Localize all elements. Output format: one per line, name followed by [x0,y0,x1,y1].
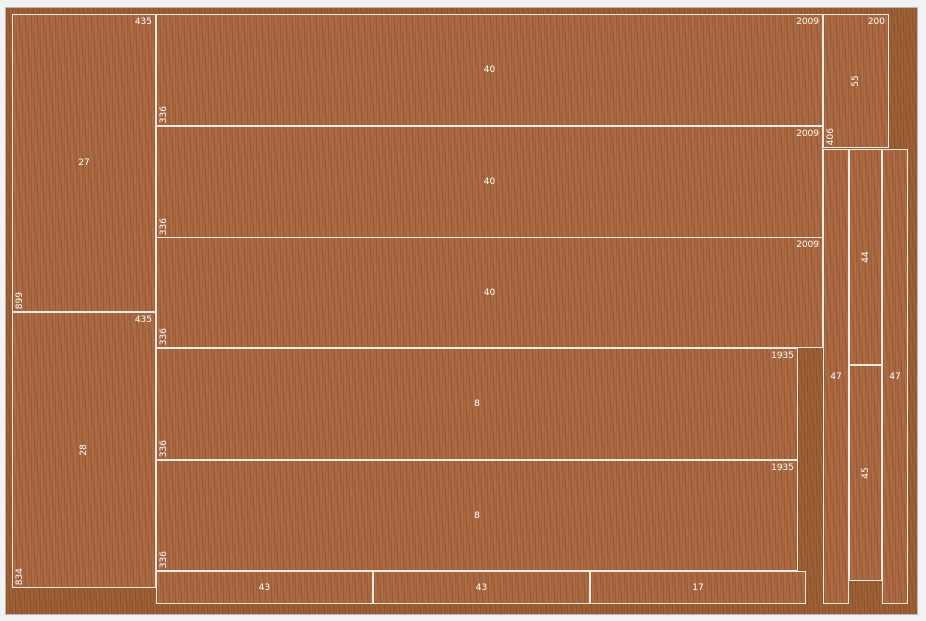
panel-55[interactable] [823,14,889,148]
panel-label: 44 [860,251,871,263]
panel-8[interactable] [156,460,798,571]
panel-label: 27 [78,158,90,168]
panel-width: 435 [134,17,152,27]
panel-40[interactable] [156,14,823,126]
panel-label: 40 [483,177,496,187]
panel-label: 8 [474,399,480,409]
panel-47[interactable] [823,149,849,604]
panel-label: 43 [475,582,488,593]
panel-height: 336 [159,105,169,123]
panel-height: 834 [15,567,25,585]
panel-8[interactable] [156,348,798,460]
panel-43[interactable] [373,571,590,604]
panel-height: 336 [159,550,169,568]
panel-label: 40 [483,287,496,298]
panel-label: 47 [889,371,901,382]
panel-label: 45 [860,467,871,479]
panel-17[interactable] [590,571,806,604]
panel-label: 55 [851,75,861,87]
panel-label: 43 [258,582,271,593]
panel-label: 17 [692,582,704,593]
panel-label: 47 [830,371,842,382]
panel-width: 1935 [771,463,794,473]
panel-height: 336 [159,439,169,457]
panel-43[interactable] [156,571,373,604]
panel-label: 8 [474,510,480,521]
panel-label: 40 [483,65,496,75]
panel-40[interactable] [156,126,823,238]
panel-width: 435 [134,315,152,325]
panel-width: 2009 [796,17,819,27]
panel-width: 200 [867,17,885,27]
panel-height: 336 [159,327,169,345]
panel-44[interactable] [849,149,882,365]
panel-47[interactable] [882,149,908,604]
panel-width: 2009 [796,129,819,139]
panel-45[interactable] [849,365,882,581]
panel-height: 899 [15,291,25,309]
panel-40[interactable] [156,237,823,348]
panel-width: 1935 [771,351,794,361]
panel-height: 336 [159,217,169,235]
panel-label: 28 [79,444,89,456]
panel-28[interactable] [12,312,156,588]
panel-height: 406 [826,127,836,145]
panel-27[interactable] [12,14,156,312]
panel-width: 2009 [796,240,819,250]
